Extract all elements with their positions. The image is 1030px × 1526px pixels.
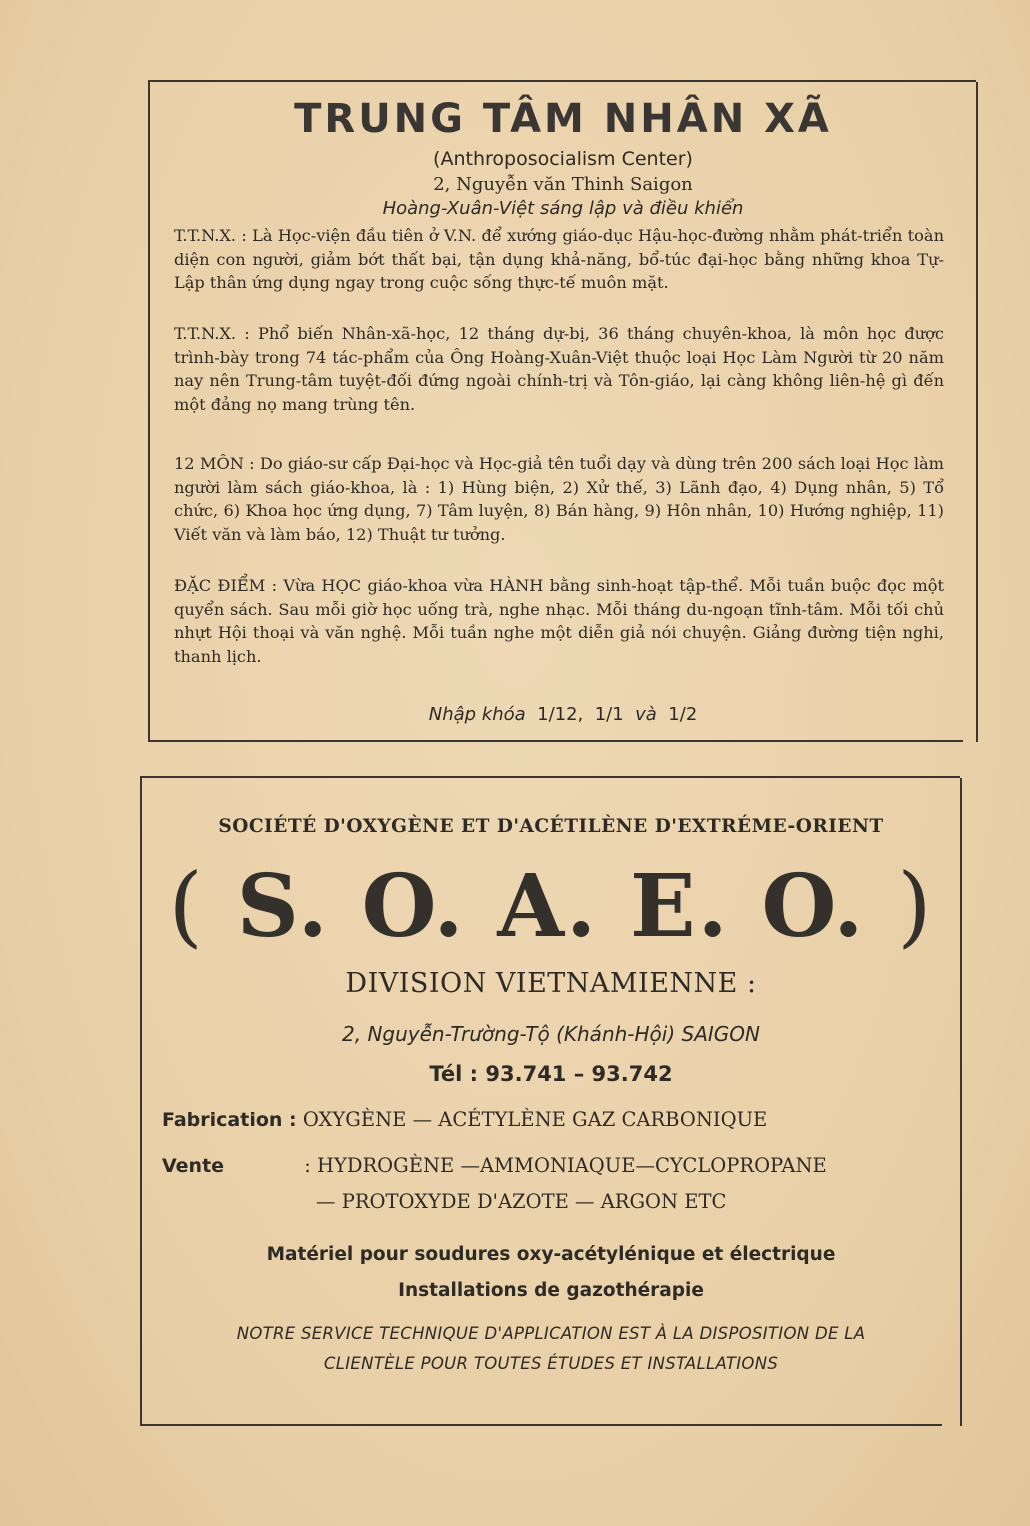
vente-row: [162, 1154, 827, 1177]
ad1-address: 2, Nguyễn văn Thinh Saigon: [433, 174, 693, 195]
enroll-label: Nhập khóa: [428, 704, 526, 725]
fabrication-items: OXYGÈNE — ACÉTYLÈNE GAZ CARBONIQUE: [302, 1108, 768, 1131]
enroll-date-2: 1/1: [594, 704, 624, 725]
vente-items-2: — PROTOXYDE D'AZOTE — ARGON ETC: [316, 1190, 727, 1213]
ad1-title: TRUNG TÂM NHÂN XÃ: [294, 96, 832, 142]
vente-items-1: : HYDROGÈNE —AMMONIAQUE—CYCLOPROPANE: [304, 1154, 827, 1177]
soaeo-ad: [140, 778, 962, 1426]
vente-label: Vente: [162, 1155, 225, 1177]
trung-tam-nhan-xa-ad: [148, 82, 978, 742]
ad2-telephone: Tél : 93.741 – 93.742: [429, 1062, 673, 1086]
ad1-paragraph-1: T.T.N.X. : Là Học-viện đầu tiên ở V.N. để xướng giáo-dục Hậu-học-đường nhằm phát-triển toàn diện con người, giảm bớt thất bại, tận dụng khả-năng, bổ-túc đại-học bằng những khoa Tự-Lập thân ứng dụng ngay trong cuộc sống thực-tế muôn mặt.: [174, 226, 944, 293]
ad2-society-name: SOCIÉTÉ D'OXYGÈNE ET D'ACÉTILÈNE D'EXTRÉME-ORIENT: [218, 816, 884, 837]
ad2-street-address: 2, Nguyễn-Trường-Tộ (Khánh-Hội) SAIGON: [342, 1022, 760, 1046]
logo-paren-close: ): [897, 854, 934, 957]
ad2-installations: Installations de gazothérapie: [398, 1280, 704, 1301]
ad1-subtitle: (Anthroposocialism Center): [433, 148, 693, 170]
ad1-enrollment-dates: [150, 704, 976, 725]
soaeo-logo: [142, 854, 960, 957]
fabrication-row: [162, 1108, 767, 1131]
ad1-paragraph-3: 12 MÔN : Do giáo-sư cấp Đại-học và Học-giả tên tuổi dạy và dùng trên 200 sách loại Học làm người làm sách giáo-khoa, là : 1) Hùng biện, 2) Xử thế, 3) Lãnh đạo, 4) Dụng nhân, 5) Tổ chức, 6) Khoa học ứng dụng, 7) Tâm luyện, 8) Bán hàng, 9) Hôn nhân, 10) Hướng nghiệp, 11) Viết văn và làm báo, 12) Thuật tư tưởng.: [174, 454, 944, 544]
ad1-paragraph-4: ĐẶC ĐIỂM : Vừa HỌC giáo-khoa vừa HÀNH bằng sinh-hoạt tập-thể. Mỗi tuần buộc đọc một quyển sách. Sau mỗi giờ học uống trà, nghe nhạc. Mỗi tháng du-ngoạn tĩnh-tâm. Mỗi tối chủ nhựt Hội thoại và văn nghệ. Mỗi tuần nghe một diễn giả nói chuyện. Giảng đường tiện nghi, thanh lịch.: [174, 576, 944, 666]
enroll-and: và: [635, 704, 657, 725]
ad1-director: Hoàng-Xuân-Việt sáng lập và điều khiển: [382, 198, 744, 219]
logo-letters: S. O. A. E. O.: [236, 856, 866, 957]
enroll-date-3: 1/2: [668, 704, 698, 725]
ad1-paragraph-2: T.T.N.X. : Phổ biến Nhân-xã-học, 12 tháng dự-bị, 36 tháng chuyên-khoa, là môn học được trình-bày trong 74 tác-phẩm của Ông Hoàng-Xuân-Việt thuộc loại Học Làm Người từ 20 năm nay nên Trung-tâm tuyệt-đối đứng ngoài chính-trị và Tôn-giáo, lại càng không liên-hệ gì đến một đảng nọ mang trùng tên.: [174, 324, 944, 414]
ad2-service-line-1: NOTRE SERVICE TECHNIQUE D'APPLICATION EST À LA DISPOSITION DE LA: [236, 1324, 866, 1343]
ad2-division: DIVISION VIETNAMIENNE :: [345, 968, 757, 999]
ad2-service-line-2: CLIENTÈLE POUR TOUTES ÉTUDES ET INSTALLATIONS: [323, 1354, 779, 1373]
fabrication-label: Fabrication :: [162, 1109, 297, 1131]
logo-paren-open: (: [168, 854, 205, 957]
enroll-date-1: 1/12,: [537, 704, 584, 725]
ad2-materiel: Matériel pour soudures oxy-acétylénique et électrique: [266, 1244, 836, 1265]
